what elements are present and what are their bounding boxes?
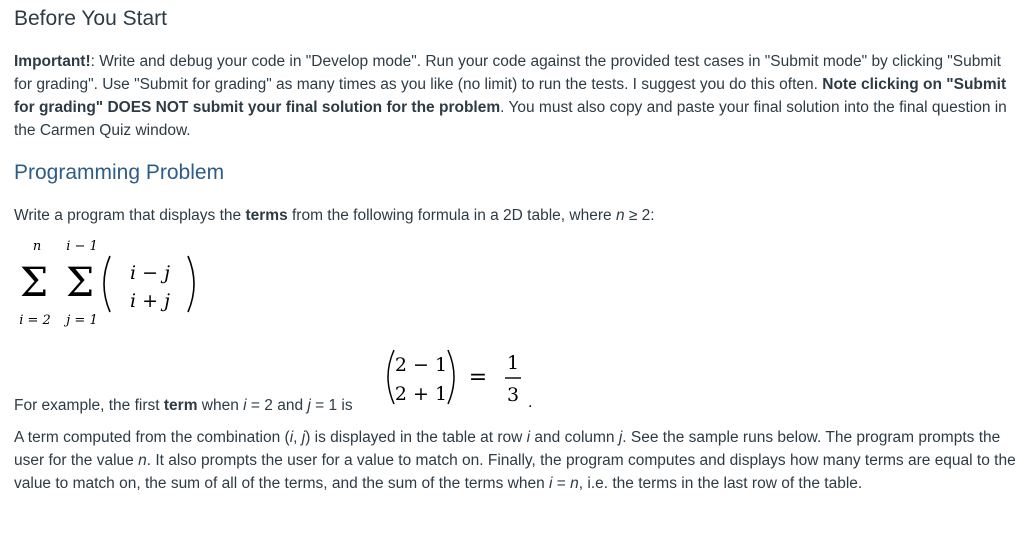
formula-left-paren <box>104 256 110 312</box>
write-text-3: ≥ 2: <box>624 207 655 224</box>
example-result-denominator: 3 <box>506 384 520 406</box>
example-denominator: 2 + 1 <box>394 383 448 405</box>
desc-var-i: i <box>289 429 294 446</box>
desc-comma: , <box>293 429 302 446</box>
inner-sum-lower: j = 1 <box>66 313 98 328</box>
desc-text-7: , i.e. the terms in the last row of the table. <box>578 475 863 492</box>
desc-var-n2: n <box>570 475 579 492</box>
example-bold-term: term <box>163 397 198 414</box>
desc-text-1: A term computed from the combination ( <box>14 429 290 446</box>
example-text-4: = 1 is <box>310 397 353 414</box>
desc-text-6: = <box>552 475 571 492</box>
write-text-2: from the following formula in a 2D table, where <box>287 207 616 224</box>
example-left-paren <box>388 350 394 404</box>
write-var-n: n <box>615 207 625 224</box>
example-var-i: i <box>243 397 247 414</box>
example-period: . <box>528 395 533 411</box>
formula-denominator: i + j <box>130 290 170 312</box>
example-text-2: when <box>197 397 244 414</box>
heading-programming-problem: Programming Problem <box>14 161 225 184</box>
heading-before-you-start: Before You Start <box>14 7 167 30</box>
outer-sum-lower: i = 2 <box>19 313 51 328</box>
write-paragraph <box>14 204 1018 227</box>
example-right-paren <box>448 350 454 404</box>
example-numerator: 2 − 1 <box>394 354 448 376</box>
description-paragraph <box>14 426 1018 495</box>
important-text-1: : Write and debug your code in "Develop mode". Run your code against the provided test cases in "Submit mode" by clicking "Submit for grading". Use "Submit for grading" as many times as you like (no limit) to run the tests. I suggest you do this often. <box>14 53 1001 93</box>
desc-text-4: . See the sample runs below. The program prompts the user for the value <box>14 429 1001 469</box>
desc-var-i3: i <box>549 475 553 492</box>
formula-numerator: i − j <box>130 262 170 284</box>
formula-right-paren <box>188 256 194 312</box>
desc-var-j2: j <box>618 429 623 446</box>
example-fraction-svg <box>382 344 532 410</box>
important-text-2: . You must also copy and paste your final solution into the final question in the Carmen Quiz window. <box>14 99 1007 139</box>
example-text-1: For example, the first <box>14 397 164 414</box>
inner-sigma-symbol: Σ <box>65 260 95 306</box>
desc-text-2: ) is displayed in the table at row <box>305 429 527 446</box>
important-paragraph <box>14 50 1018 142</box>
example-text-3: = 2 and <box>246 397 308 414</box>
important-label: Important! <box>14 53 91 70</box>
summation-formula <box>14 236 194 332</box>
desc-text-5: . It also prompts the user for a value to match on. Finally, the program computes and displays how many terms are equal to the value to match on, the sum of all of the terms, and the sum of the terms when <box>14 452 1016 492</box>
desc-var-i2: i <box>526 429 531 446</box>
example-result-numerator: 1 <box>506 352 520 374</box>
important-bold-note: Note clicking on "Submit for grading" DOES NOT submit your final solution for the problem <box>14 76 1007 116</box>
example-equals: = <box>468 365 488 390</box>
summation-formula-svg <box>14 236 194 332</box>
outer-sigma-symbol: Σ <box>19 260 49 306</box>
example-var-j: j <box>307 397 311 414</box>
example-fraction <box>382 344 532 410</box>
write-bold-terms: terms <box>245 207 288 224</box>
inner-sum-upper: i − 1 <box>66 239 98 254</box>
write-text-1: Write a program that displays the <box>14 207 246 224</box>
desc-var-n: n <box>138 452 147 469</box>
desc-text-3: and column <box>530 429 619 446</box>
desc-var-j: j <box>301 429 306 446</box>
outer-sum-upper: n <box>32 239 42 254</box>
